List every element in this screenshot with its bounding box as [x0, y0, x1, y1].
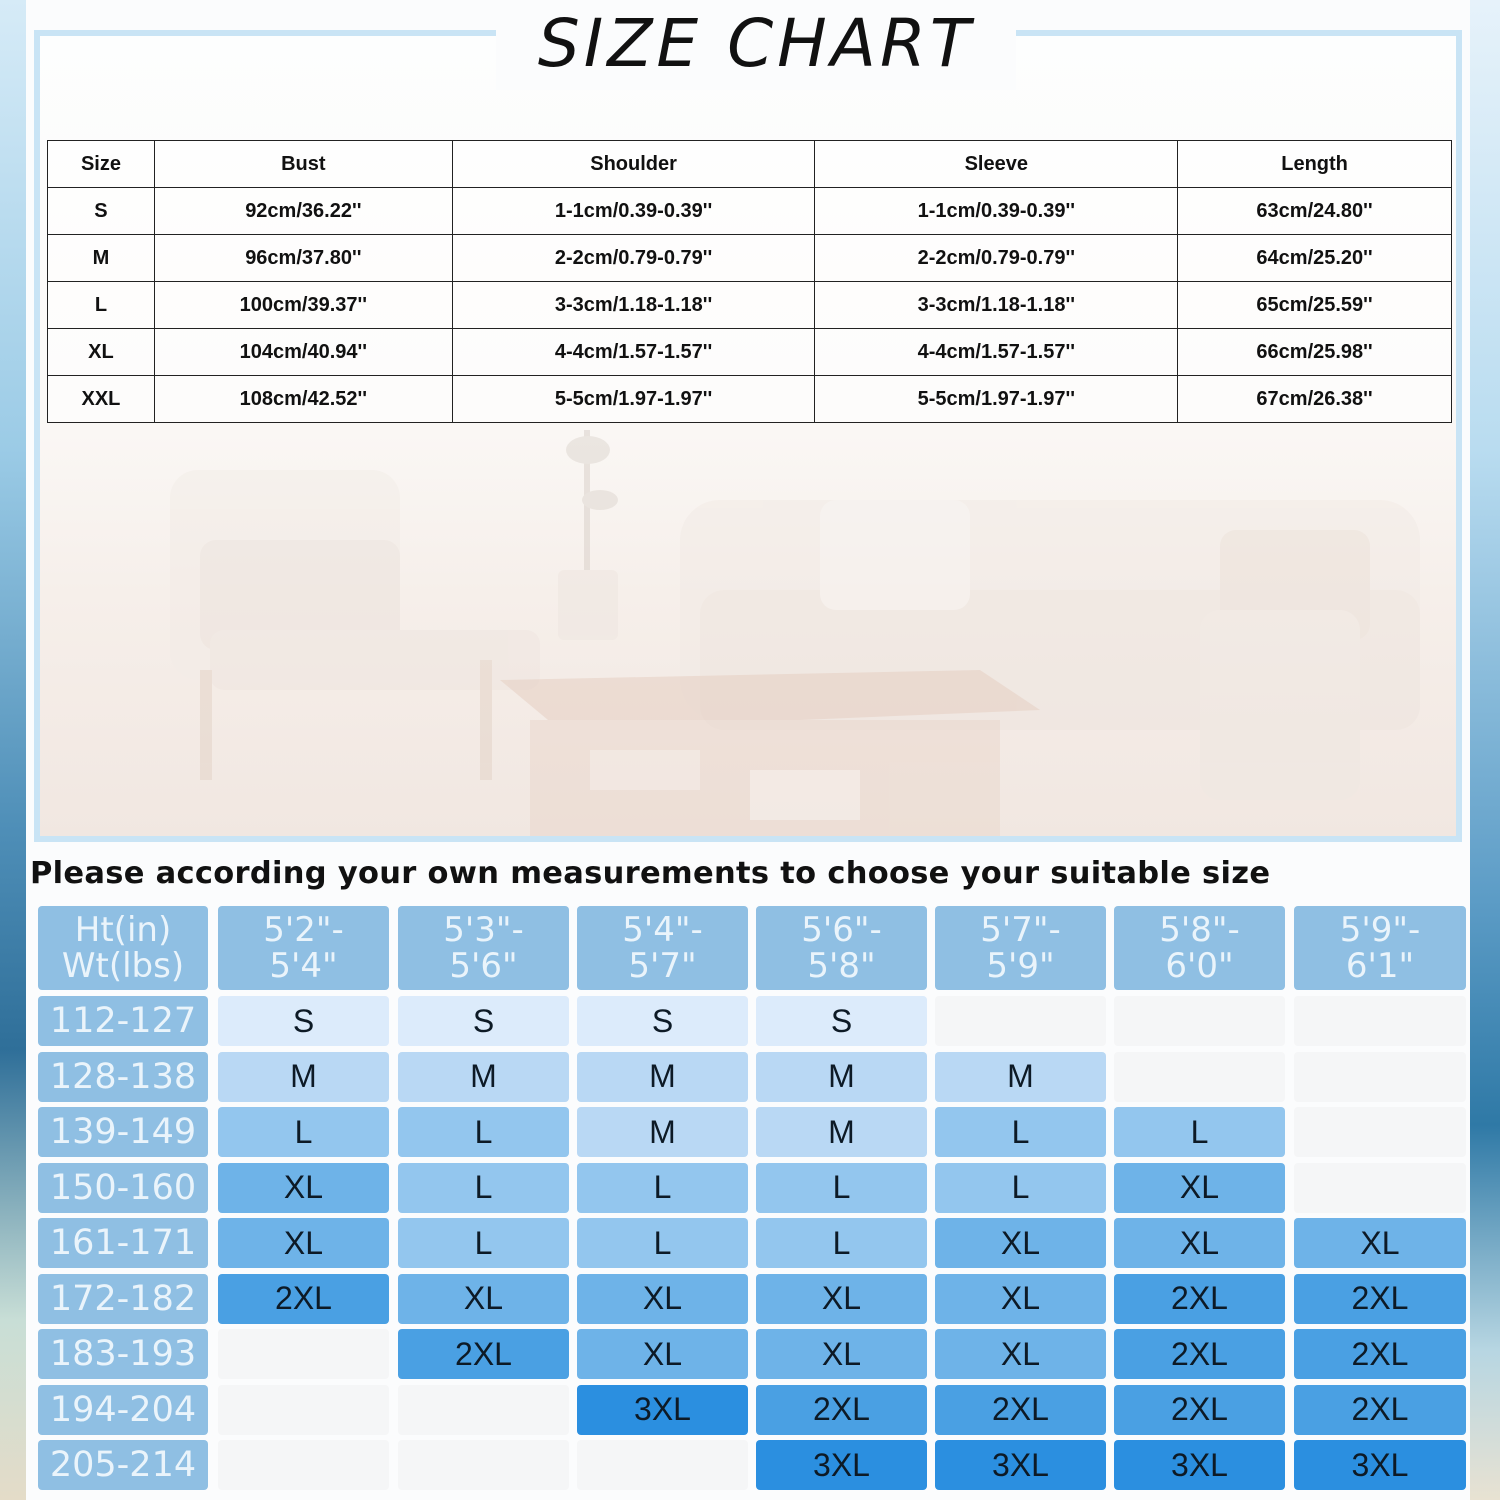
- size-cell: [218, 1440, 389, 1490]
- measurement-cell: S: [48, 188, 155, 235]
- header-shoulder: Shoulder: [452, 141, 815, 188]
- size-chart-card: [26, 0, 1470, 1500]
- weight-header: 205-214: [38, 1440, 208, 1490]
- height-label: 5'4"-: [622, 910, 703, 950]
- armchair-shape: [170, 470, 540, 780]
- measurement-cell: 96cm/37.80'': [154, 235, 452, 282]
- size-cell: 3XL: [577, 1385, 748, 1435]
- height-header: [398, 906, 569, 990]
- measurement-cell: 3-3cm/1.18-1.18'': [815, 282, 1178, 329]
- plant-shape: [558, 430, 618, 640]
- size-cell: XL: [935, 1218, 1106, 1268]
- size-cell: M: [398, 1052, 569, 1102]
- size-cell: L: [218, 1107, 389, 1157]
- weight-header: 139-149: [38, 1107, 208, 1157]
- corner-label: Wt(lbs): [61, 946, 185, 986]
- measurement-cell: 5-5cm/1.97-1.97'': [815, 376, 1178, 423]
- height-label: 6'0": [1165, 946, 1234, 986]
- size-cell: XL: [935, 1329, 1106, 1379]
- size-cell: M: [218, 1052, 389, 1102]
- size-cell: L: [577, 1218, 748, 1268]
- measurement-header-row: [48, 141, 1452, 188]
- height-header: [1294, 906, 1466, 990]
- background-beach-left: [0, 0, 26, 1500]
- height-label: 5'6"-: [801, 910, 882, 950]
- measurement-cell: 67cm/26.38'': [1178, 376, 1452, 423]
- measurement-cell: 100cm/39.37'': [154, 282, 452, 329]
- size-cell: 2XL: [1294, 1385, 1466, 1435]
- size-cell: 2XL: [1114, 1274, 1285, 1324]
- size-cell: L: [756, 1218, 927, 1268]
- weight-header: 183-193: [38, 1329, 208, 1379]
- height-header: [1114, 906, 1285, 990]
- weight-header: 172-182: [38, 1274, 208, 1324]
- size-cell: [1114, 996, 1285, 1046]
- measurement-row: [48, 282, 1452, 329]
- height-label: 5'7": [628, 946, 697, 986]
- size-cell: XL: [218, 1163, 389, 1213]
- size-cell: M: [756, 1052, 927, 1102]
- corner-label: Ht(in): [74, 910, 172, 950]
- measurement-cell: 4-4cm/1.57-1.57'': [815, 329, 1178, 376]
- measurement-cell: XL: [48, 329, 155, 376]
- measurement-cell: 1-1cm/0.39-0.39'': [452, 188, 815, 235]
- size-cell: L: [398, 1218, 569, 1268]
- size-cell: S: [756, 996, 927, 1046]
- size-cell: XL: [756, 1274, 927, 1324]
- height-header: [218, 906, 389, 990]
- size-cell: XL: [935, 1274, 1106, 1324]
- size-cell: M: [756, 1107, 927, 1157]
- measurement-cell: 2-2cm/0.79-0.79'': [452, 235, 815, 282]
- measurement-cell: 64cm/25.20'': [1178, 235, 1452, 282]
- size-cell: 3XL: [1294, 1440, 1466, 1490]
- measurement-body: [48, 188, 1452, 423]
- size-cell: 2XL: [398, 1329, 569, 1379]
- size-cell: 2XL: [1294, 1329, 1466, 1379]
- measurement-cell: 63cm/24.80'': [1178, 188, 1452, 235]
- measurement-cell: 1-1cm/0.39-0.39'': [815, 188, 1178, 235]
- size-cell: [398, 1440, 569, 1490]
- size-cell: L: [398, 1163, 569, 1213]
- measurement-cell: 5-5cm/1.97-1.97'': [452, 376, 815, 423]
- height-header: [756, 906, 927, 990]
- height-label: 5'6": [449, 946, 518, 986]
- fit-instructions: Please according your own measurements to choose your suitable size: [30, 856, 1271, 891]
- size-cell: [1294, 1107, 1466, 1157]
- height-label: 5'8"-: [1159, 910, 1240, 950]
- size-cell: 2XL: [1294, 1274, 1466, 1324]
- size-cell: [1294, 996, 1466, 1046]
- height-header: [577, 906, 748, 990]
- size-cell: XL: [1114, 1163, 1285, 1213]
- measurement-cell: L: [48, 282, 155, 329]
- size-cell: 2XL: [218, 1274, 389, 1324]
- size-cell: XL: [577, 1274, 748, 1324]
- size-cell: S: [398, 996, 569, 1046]
- size-cell: [1114, 1052, 1285, 1102]
- height-label: 5'4": [269, 946, 338, 986]
- height-label: 5'9": [986, 946, 1055, 986]
- size-cell: 3XL: [756, 1440, 927, 1490]
- measurement-table: [47, 140, 1452, 423]
- measurement-cell: 2-2cm/0.79-0.79'': [815, 235, 1178, 282]
- height-label: 5'9"-: [1339, 910, 1421, 950]
- size-cell: XL: [577, 1329, 748, 1379]
- size-cell: S: [218, 996, 389, 1046]
- height-label: 5'7"-: [980, 910, 1061, 950]
- size-cell: XL: [398, 1274, 569, 1324]
- measurement-row: [48, 235, 1452, 282]
- size-cell: M: [935, 1052, 1106, 1102]
- size-cell: XL: [218, 1218, 389, 1268]
- size-cell: 2XL: [935, 1385, 1106, 1435]
- measurement-row: [48, 376, 1452, 423]
- background-beach-right: [1470, 0, 1500, 1500]
- height-header: [935, 906, 1106, 990]
- weight-header: 150-160: [38, 1163, 208, 1213]
- header-bust: Bust: [154, 141, 452, 188]
- size-cell: [577, 1440, 748, 1490]
- size-cell: M: [577, 1107, 748, 1157]
- height-label: 6'1": [1345, 946, 1415, 986]
- size-cell: [1294, 1052, 1466, 1102]
- weight-header: 161-171: [38, 1218, 208, 1268]
- measurement-cell: XXL: [48, 376, 155, 423]
- weight-header: 194-204: [38, 1385, 208, 1435]
- size-cell: 2XL: [1114, 1329, 1285, 1379]
- size-cell: L: [756, 1163, 927, 1213]
- size-cell: [218, 1329, 389, 1379]
- measurement-row: [48, 329, 1452, 376]
- size-cell: L: [935, 1107, 1106, 1157]
- size-cell: L: [577, 1163, 748, 1213]
- measurement-cell: 4-4cm/1.57-1.57'': [452, 329, 815, 376]
- size-cell: 3XL: [935, 1440, 1106, 1490]
- size-cell: XL: [1294, 1218, 1466, 1268]
- size-cell: [398, 1385, 569, 1435]
- measurement-row: [48, 188, 1452, 235]
- header-size: Size: [48, 141, 155, 188]
- size-cell: [218, 1385, 389, 1435]
- size-cell: L: [935, 1163, 1106, 1213]
- size-cell: M: [577, 1052, 748, 1102]
- size-cell: L: [398, 1107, 569, 1157]
- measurement-cell: 108cm/42.52'': [154, 376, 452, 423]
- height-label: 5'8": [807, 946, 876, 986]
- measurement-cell: M: [48, 235, 155, 282]
- size-cell: 2XL: [1114, 1385, 1285, 1435]
- size-cell: 2XL: [756, 1385, 927, 1435]
- size-cell: S: [577, 996, 748, 1046]
- height-label: 5'3"-: [443, 910, 524, 950]
- size-cell: 3XL: [1114, 1440, 1285, 1490]
- measurement-cell: 104cm/40.94'': [154, 329, 452, 376]
- header-sleeve: Sleeve: [815, 141, 1178, 188]
- size-cell: [1294, 1163, 1466, 1213]
- measurement-cell: 92cm/36.22'': [154, 188, 452, 235]
- header-length: Length: [1178, 141, 1452, 188]
- weight-header: 112-127: [38, 996, 208, 1046]
- height-label: 5'2"-: [263, 910, 344, 950]
- size-cell: L: [1114, 1107, 1285, 1157]
- page-title: SIZE CHART: [496, 0, 1016, 90]
- coffee-table-shape: [500, 670, 1040, 836]
- measurement-cell: 66cm/25.98'': [1178, 329, 1452, 376]
- measurement-cell: 65cm/25.59'': [1178, 282, 1452, 329]
- measurement-cell: 3-3cm/1.18-1.18'': [452, 282, 815, 329]
- size-cell: XL: [1114, 1218, 1285, 1268]
- corner-header: [38, 906, 208, 990]
- weight-header: 128-138: [38, 1052, 208, 1102]
- size-cell: [935, 996, 1106, 1046]
- size-cell: XL: [756, 1329, 927, 1379]
